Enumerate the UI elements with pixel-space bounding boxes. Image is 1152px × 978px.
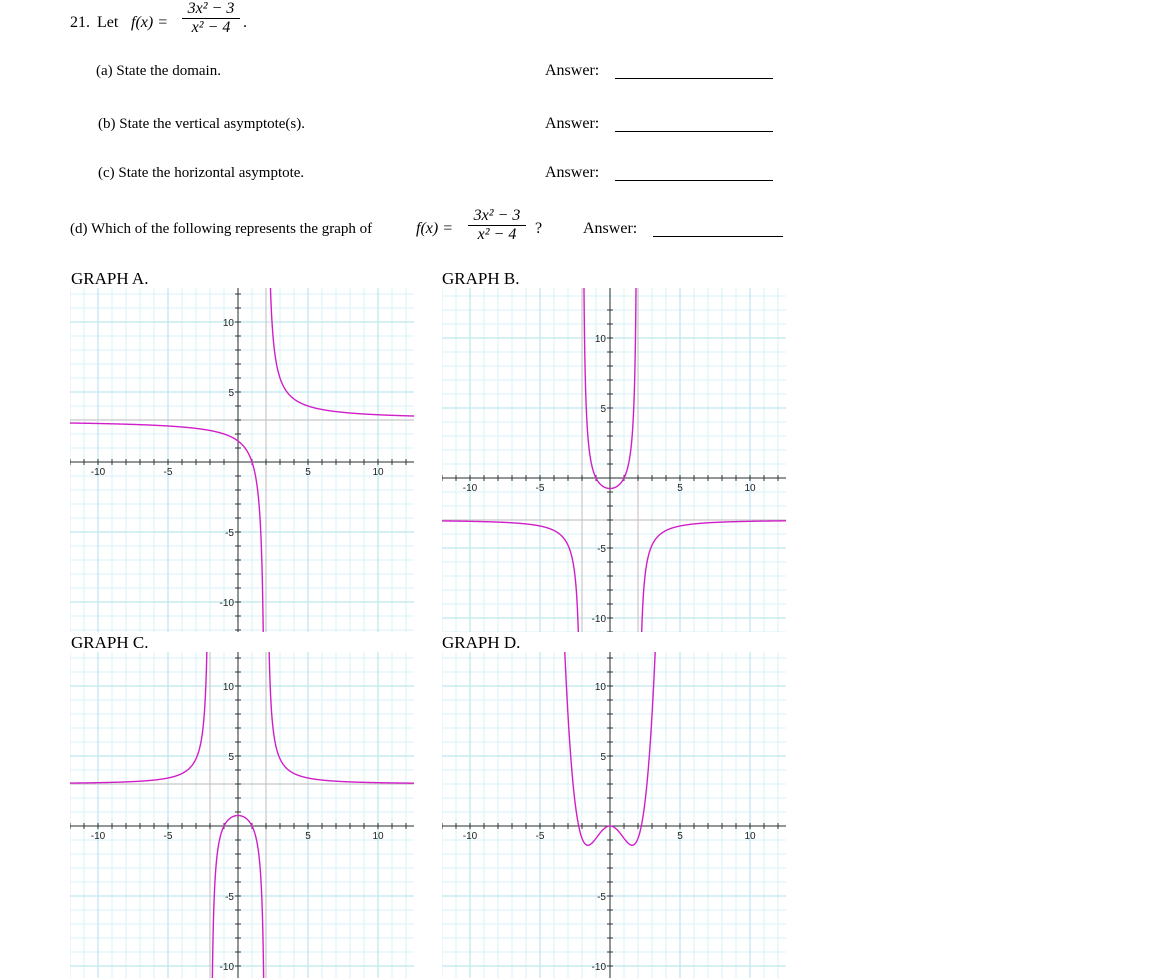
part-c-answer-label: Answer: (545, 164, 600, 181)
x-tick-label: -5 (535, 831, 545, 842)
x-tick-label: -10 (462, 831, 478, 842)
problem-numerator: 3x² − 3 (187, 0, 235, 17)
x-tick-label: 10 (744, 831, 756, 842)
problem-fraction (182, 0, 240, 37)
part-b-answer-line[interactable] (615, 131, 773, 132)
part-d-numerator: 3x² − 3 (473, 207, 521, 224)
problem-let: Let (97, 14, 119, 31)
graph-a-plot (70, 288, 414, 632)
x-tick-label: -5 (535, 483, 545, 494)
y-tick-label: 10 (594, 334, 606, 345)
x-tick-label: 5 (677, 831, 683, 842)
part-d-answer-label: Answer: (583, 220, 638, 237)
grid (442, 288, 786, 632)
x-tick-label: -10 (462, 483, 478, 494)
part-a-answer-label: Answer: (545, 62, 600, 79)
graph-b-plot (442, 288, 786, 632)
part-d-fx: f(x) = (416, 220, 453, 237)
x-tick-label: -10 (90, 831, 106, 842)
part-c-answer-line[interactable] (615, 180, 773, 181)
grid (442, 652, 786, 978)
x-tick-label: 5 (305, 831, 311, 842)
x-tick-label: 5 (305, 467, 311, 478)
y-tick-label: 5 (600, 404, 606, 415)
part-a-label: (a) State the domain. (96, 63, 221, 79)
x-tick-label: 10 (372, 831, 384, 842)
graph-d-title: GRAPH D. (442, 633, 521, 652)
part-d-fraction (468, 207, 526, 244)
x-tick-label: -10 (90, 467, 106, 478)
graph-c-title: GRAPH C. (71, 633, 149, 652)
part-d-label: (d) Which of the following represents the graph of (70, 221, 373, 237)
problem-denominator: x² − 4 (191, 19, 231, 36)
y-tick-label: -10 (591, 614, 606, 625)
y-tick-label: 5 (228, 388, 234, 399)
graph-b-title: GRAPH B. (442, 269, 520, 288)
part-c-label: (c) State the horizontal asymptote. (98, 165, 305, 181)
y-tick-label: 5 (228, 752, 234, 763)
y-tick-label: 5 (600, 752, 606, 763)
part-b-answer-label: Answer: (545, 115, 600, 132)
x-tick-label: -5 (163, 467, 173, 478)
y-tick-label: -5 (597, 544, 606, 555)
part-b-label: (b) State the vertical asymptote(s). (98, 116, 306, 132)
y-tick-label: 10 (222, 318, 234, 329)
graph-d-plot (442, 652, 786, 978)
problem-number: 21. (70, 14, 90, 31)
y-tick-label: -10 (219, 598, 234, 609)
y-tick-label: -5 (597, 892, 606, 903)
grid (70, 288, 414, 632)
part-d-denominator: x² − 4 (477, 226, 517, 243)
y-tick-label: -10 (219, 962, 234, 973)
problem-fx: f(x) = (131, 14, 168, 31)
y-tick-label: 10 (222, 682, 234, 693)
x-tick-label: 5 (677, 483, 683, 494)
function-curve (70, 423, 264, 632)
part-d-question-mark: ? (535, 220, 543, 237)
part-d-answer-line[interactable] (653, 236, 783, 237)
x-tick-label: 10 (372, 467, 384, 478)
grid (70, 652, 414, 978)
x-tick-label: -5 (163, 831, 173, 842)
graph-a-title: GRAPH A. (71, 269, 149, 288)
y-tick-label: -10 (591, 962, 606, 973)
part-a-answer-line[interactable] (615, 78, 773, 79)
graph-c-plot (70, 652, 414, 978)
y-tick-label: 10 (594, 682, 606, 693)
x-tick-label: 10 (744, 483, 756, 494)
y-tick-label: -5 (225, 892, 234, 903)
y-tick-label: -5 (225, 528, 234, 539)
problem-period: . (243, 14, 247, 31)
